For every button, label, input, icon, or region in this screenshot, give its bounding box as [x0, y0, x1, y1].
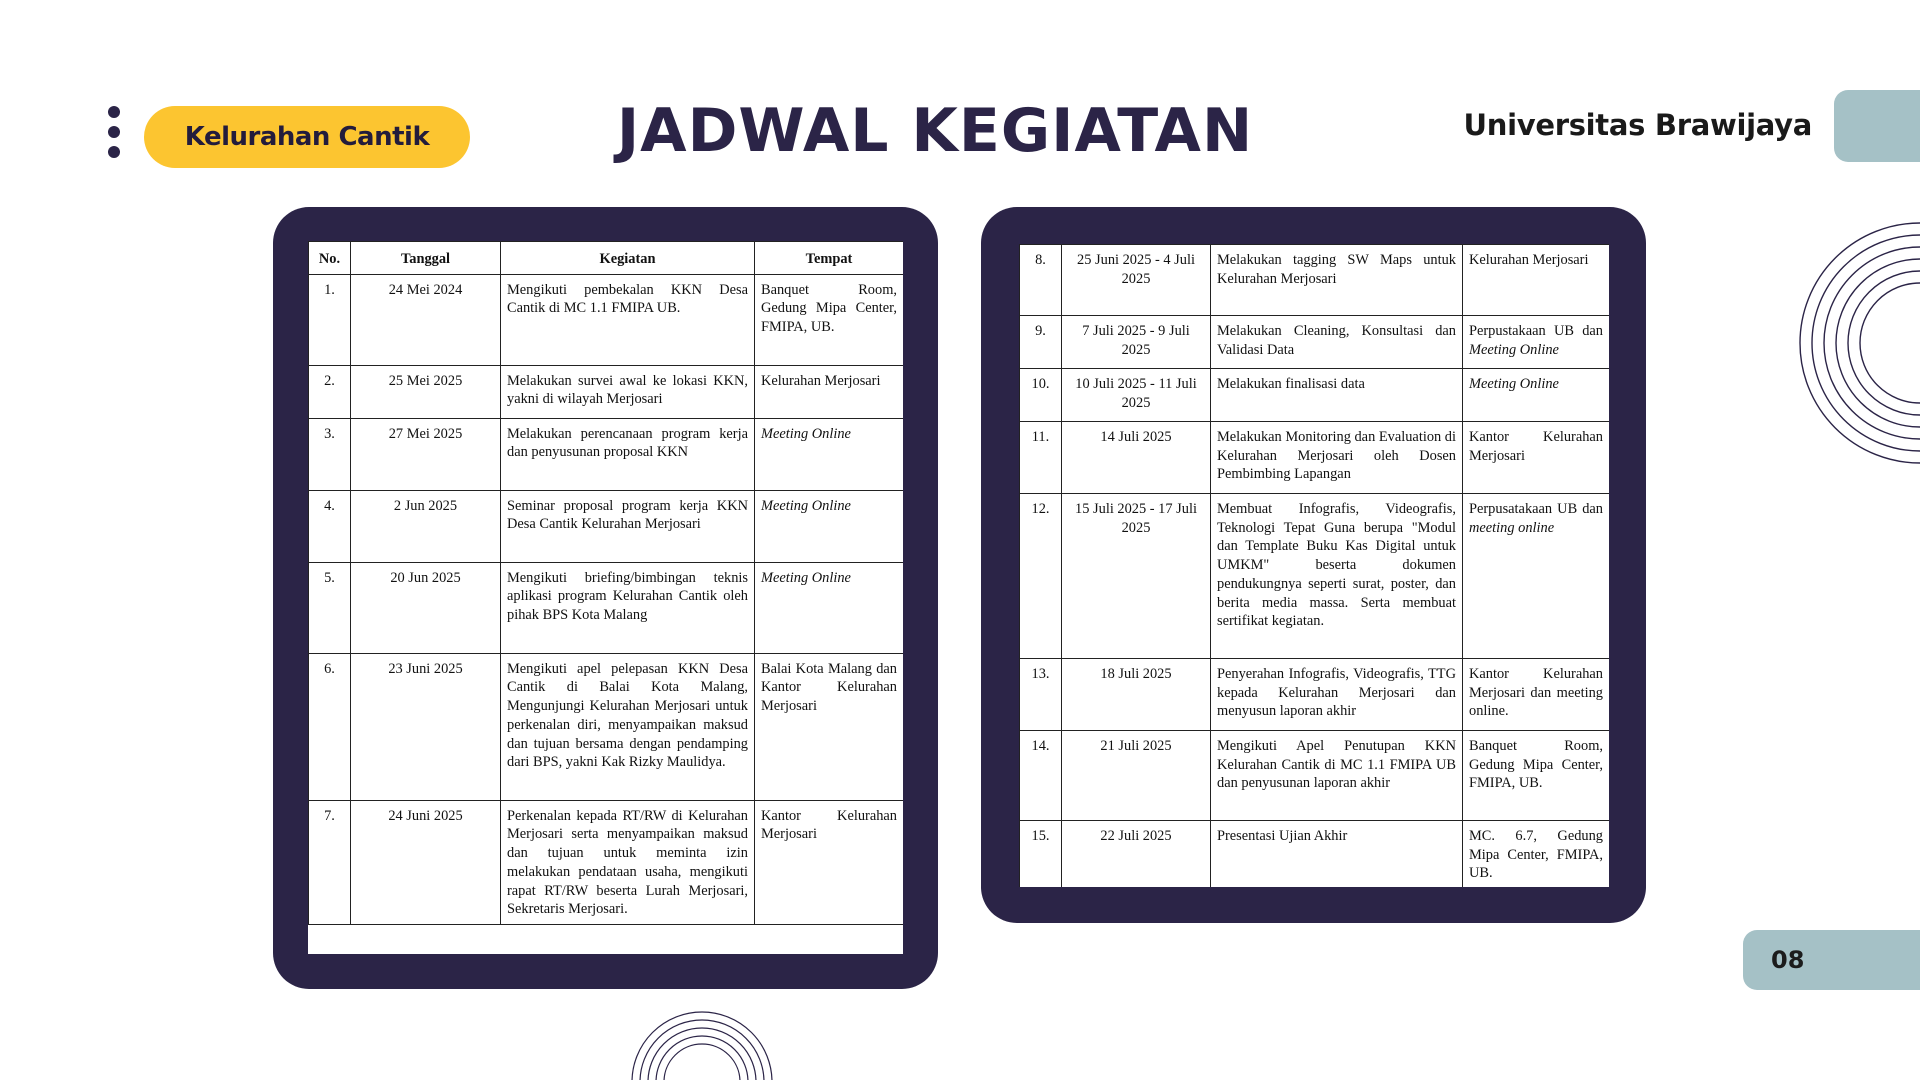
- cell-activity: Melakukan finalisasi data: [1211, 369, 1463, 422]
- table-row: [1020, 659, 1610, 731]
- cell-place: [1463, 494, 1610, 659]
- cell-date: 14 Juli 2025: [1062, 422, 1211, 494]
- cell-place: Meeting Online: [755, 418, 904, 490]
- schedule-table-right: [1019, 244, 1609, 887]
- schedule-table-left: [308, 241, 903, 925]
- cell-date: 25 Mei 2025: [351, 365, 501, 418]
- cell-date: 20 Jun 2025: [351, 562, 501, 653]
- table-row: [309, 365, 904, 418]
- table-row: [1020, 821, 1610, 888]
- cell-place: Banquet Room, Gedung Mipa Center, FMIPA, UB.: [755, 274, 904, 365]
- cell-activity-part1: Perkenalan kepada RT/RW di Kelurahan Merjosari serta: [507, 807, 748, 843]
- cell-place: MC. 6.7, Gedung Mipa Center, FMIPA, UB.: [1463, 821, 1610, 888]
- cell-place: Kelurahan Merjosari: [1463, 245, 1610, 316]
- cell-activity: Membuat Infografis, Videografis, Teknologi Tepat Guna berupa "Modul dan Template Buku Kas Digital untuk UMKM" beserta dokumen pendukungnya seperti surat, poster, dan berita media massa. Serta membuat sertifikat kegiatan.: [1211, 494, 1463, 659]
- table-row: [1020, 316, 1610, 369]
- cell-date: 7 Juli 2025 - 9 Juli 2025: [1062, 316, 1211, 369]
- cell-activity: Melakukan Cleaning, Konsultasi dan Validasi Data: [1211, 316, 1463, 369]
- cell-place: Kantor Kelurahan Merjosari: [1463, 422, 1610, 494]
- cell-activity: Melakukan Monitoring dan Evaluation di Kelurahan Merjosari oleh Dosen Pembimbing Lapangan: [1211, 422, 1463, 494]
- cell-activity: Mengikuti briefing/bimbingan teknis aplikasi program Kelurahan Cantik oleh pihak BPS Kota Malang: [501, 562, 755, 653]
- cell-date: 2 Jun 2025: [351, 490, 501, 562]
- col-header-activity: Kegiatan: [501, 242, 755, 275]
- cell-place: Balai Kota Malang dan Kantor Kelurahan Merjosari: [755, 653, 904, 800]
- cell-no: 6.: [309, 653, 351, 800]
- cell-date: 22 Juli 2025: [1062, 821, 1211, 888]
- schedule-panel-left: [273, 207, 938, 989]
- table-row: [309, 562, 904, 653]
- cell-no: 11.: [1020, 422, 1062, 494]
- cell-place: Meeting Online: [755, 490, 904, 562]
- col-header-no: No.: [309, 242, 351, 275]
- cell-place: Meeting Online: [1463, 369, 1610, 422]
- cell-no: 14.: [1020, 731, 1062, 821]
- more-dots-icon: [108, 106, 122, 166]
- cell-date: 21 Juli 2025: [1062, 731, 1211, 821]
- table-row: [309, 800, 904, 924]
- cell-date: 18 Juli 2025: [1062, 659, 1211, 731]
- col-header-place: Tempat: [755, 242, 904, 275]
- table-row: [1020, 422, 1610, 494]
- table-row: [309, 418, 904, 490]
- cell-place: Meeting Online: [755, 562, 904, 653]
- cell-date: 23 Juni 2025: [351, 653, 501, 800]
- cell-activity: Melakukan tagging SW Maps untuk Kelurahan Merjosari: [1211, 245, 1463, 316]
- col-header-date: Tanggal: [351, 242, 501, 275]
- cell-no: 15.: [1020, 821, 1062, 888]
- place-italic: meeting online: [1469, 519, 1555, 536]
- cell-date: 25 Juni 2025 - 4 Juli 2025: [1062, 245, 1211, 316]
- cell-activity: [501, 800, 755, 924]
- table-row: [1020, 245, 1610, 316]
- cell-no: 10.: [1020, 369, 1062, 422]
- table-row: [309, 490, 904, 562]
- cell-place: Banquet Room, Gedung Mipa Center, FMIPA, UB.: [1463, 731, 1610, 821]
- schedule-sheet-right: [1019, 244, 1609, 887]
- place-italic: Meeting Online: [1469, 341, 1559, 358]
- page-number: 08: [1743, 930, 1920, 990]
- cell-activity: Penyerahan Infografis, Videografis, TTG kepada Kelurahan Merjosari dan menyusun laporan akhir: [1211, 659, 1463, 731]
- cell-activity: Mengikuti apel pelepasan KKN Desa Cantik di Balai Kota Malang, Mengunjungi Kelurahan Merjosari untuk perkenalan diri, menyampaikan maksud dan tujuan bersama dengan pendamping dari BPS, yakni Kak Rizky Maulidya.: [501, 653, 755, 800]
- table-row: [1020, 369, 1610, 422]
- cell-activity: Melakukan survei awal ke lokasi KKN, yakni di wilayah Merjosari: [501, 365, 755, 418]
- cell-date: 27 Mei 2025: [351, 418, 501, 490]
- cell-activity-part2: menyampaikan maksud dan tujuan untuk meminta izin melakukan pendataan usaha, mengikuti rapat RT/RW beserta Lurah Merjosari, Sekretaris Merjosari.: [507, 826, 748, 918]
- cell-place: Kantor Kelurahan Merjosari dan meeting online.: [1463, 659, 1610, 731]
- cell-date: 24 Juni 2025: [351, 800, 501, 924]
- cell-place: [1463, 316, 1610, 369]
- cell-no: 13.: [1020, 659, 1062, 731]
- top-right-tab: [1834, 90, 1920, 162]
- cell-no: 7.: [309, 800, 351, 924]
- cell-place: Kelurahan Merjosari: [755, 365, 904, 418]
- table-header-row: [309, 242, 904, 275]
- cell-place: Kantor Kelurahan Merjosari: [755, 800, 904, 924]
- concentric-arcs-decoration: [630, 1010, 774, 1080]
- cell-no: 1.: [309, 274, 351, 365]
- cell-activity: Mengikuti pembekalan KKN Desa Cantik di MC 1.1 FMIPA UB.: [501, 274, 755, 365]
- cell-date: 10 Juli 2025 - 11 Juli 2025: [1062, 369, 1211, 422]
- page-title: JADWAL KEGIATAN: [616, 96, 1254, 166]
- cell-no: 8.: [1020, 245, 1062, 316]
- university-name: Universitas Brawijaya: [1463, 108, 1812, 142]
- schedule-sheet-left: [308, 241, 903, 954]
- cell-date: 15 Juli 2025 - 17 Juli 2025: [1062, 494, 1211, 659]
- concentric-circles-decoration: [1795, 222, 1920, 472]
- schedule-panel-right: [981, 207, 1646, 923]
- table-row: [309, 274, 904, 365]
- table-row: [1020, 731, 1610, 821]
- place-text: Perpusatakaan UB dan: [1469, 501, 1603, 517]
- cell-no: 5.: [309, 562, 351, 653]
- cell-no: 3.: [309, 418, 351, 490]
- cell-no: 4.: [309, 490, 351, 562]
- cell-activity: Seminar proposal program kerja KKN Desa Cantik Kelurahan Merjosari: [501, 490, 755, 562]
- cell-date: 24 Mei 2024: [351, 274, 501, 365]
- cell-no: 9.: [1020, 316, 1062, 369]
- badge-kelurahan-cantik: Kelurahan Cantik: [144, 106, 470, 168]
- table-row: [309, 653, 904, 800]
- table-row: [1020, 494, 1610, 659]
- cell-activity: Melakukan perencanaan program kerja dan penyusunan proposal KKN: [501, 418, 755, 490]
- cell-no: 12.: [1020, 494, 1062, 659]
- cell-activity: Mengikuti Apel Penutupan KKN Kelurahan Cantik di MC 1.1 FMIPA UB dan penyusunan laporan akhir: [1211, 731, 1463, 821]
- cell-no: 2.: [309, 365, 351, 418]
- cell-activity: Presentasi Ujian Akhir: [1211, 821, 1463, 888]
- place-text: Perpustakaan UB dan: [1469, 323, 1603, 339]
